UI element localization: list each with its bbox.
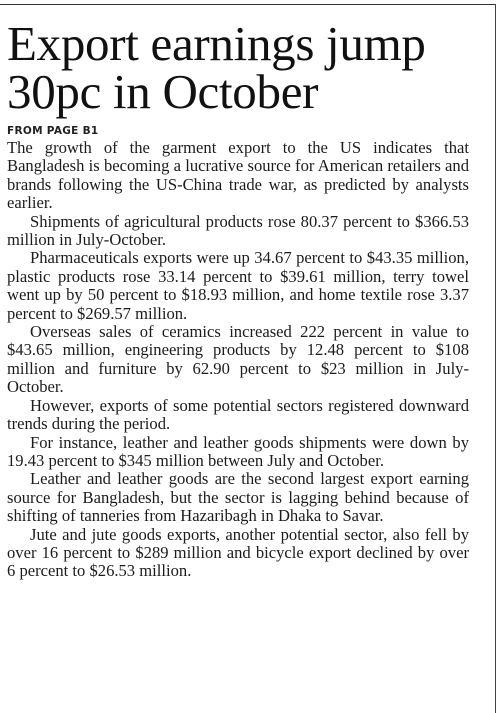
paragraph-leather-sector: Leather and leather goods are the second largest export earning source for Bangladesh, but the sector is lagging behind because of shifting of tanneries from Hazaribagh in Dhaka to Savar. [7,469,469,526]
article [7,16,469,581]
paragraph-ceramics: Overseas sales of ceramics increased 222 percent in value to $43.65 million, engineering products by 12.48 percent to $108 million and furniture by 62.90 percent to $23 million in July-October. [7,322,469,397]
paragraph-pharmaceuticals: Pharmaceuticals exports were up 34.67 percent to $43.35 million, plastic products rose 33.14 percent to $39.61 million, terry towel went up by 50 percent to $18.93 million, and home textile rose 3.37 percent to $269.57 million. [7,248,469,323]
top-border-rule [0,4,496,5]
continued-from-label: FROM PAGE B1 [7,125,99,137]
paragraph-downward-trends: However, exports of some potential sectors registered downward trends during the period. [7,395,469,434]
paragraph-jute-bicycle: Jute and jute goods exports, another potential sector, also fell by over 16 percent to $289 million and bicycle export declined by over 6 percent to $26.53 million. [7,524,469,581]
paragraph-agricultural: Shipments of agricultural products rose 80.37 percent to $366.53 million in July-October. [7,211,469,250]
paragraph-leather-shipments: For instance, leather and leather goods shipments were down by 19.43 percent to $345 million between July and October. [7,432,469,470]
column-divider-rule [495,4,496,713]
headline-line-2: 30pc in October [7,64,319,119]
headline-line-1: Export earnings jump [7,16,426,71]
article-body [7,139,469,581]
paragraph-garment-export: The growth of the garment export to the US indicates that Bangladesh is becoming a lucrative source for American retailers and brands following the US-China trade war, as predicted by analysts earlier. [7,138,469,213]
headline [7,16,469,119]
